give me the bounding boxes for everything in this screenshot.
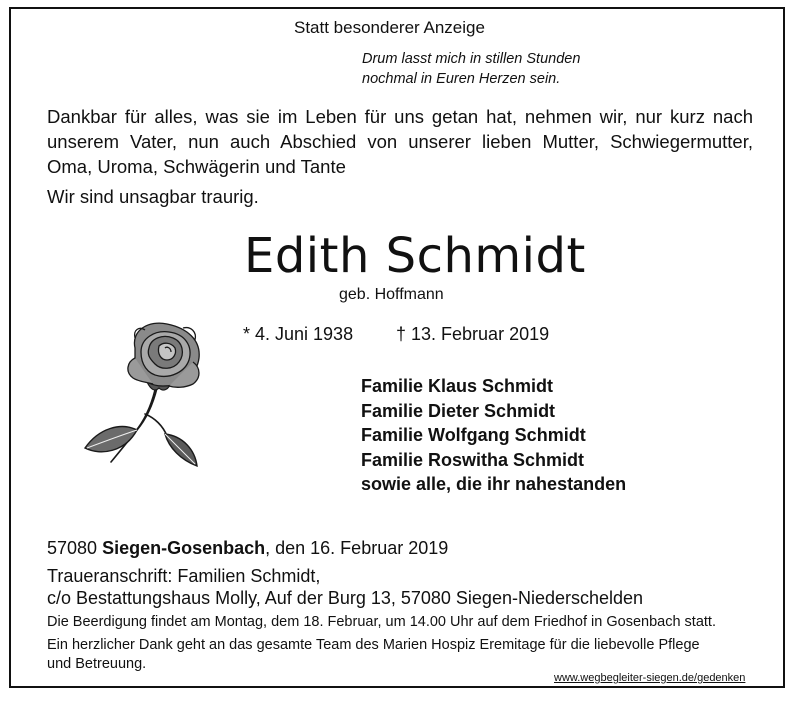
quote-line-2: nochmal in Euren Herzen sein. <box>362 71 561 87</box>
death-date: † 13. Februar 2019 <box>396 324 550 344</box>
notice-header: Statt besonderer Anzeige <box>294 18 485 37</box>
sad-statement: Wir sind unsagbar traurig. <box>47 186 259 207</box>
quote-line-1: Drum lasst mich in stillen Stunden <box>362 51 581 67</box>
thanks-line-2: und Betreuung. <box>47 656 147 672</box>
intro-line-2: unserem Vater, nun auch Abschied von unserer lieben Mutter, Schwiegermutter, <box>47 131 753 152</box>
intro-text <box>47 104 753 179</box>
intro-line-1: Dankbar für alles, was sie im Leben für uns getan hat, nehmen wir, nur kurz nach <box>47 106 753 127</box>
postcode: 57080 <box>47 538 98 558</box>
family-dieter: Familie Dieter Schmidt <box>361 400 556 421</box>
deceased-name: Edith Schmidt <box>244 228 586 284</box>
address-line-1: Traueranschrift: Familien Schmidt, <box>47 566 321 586</box>
family-klaus: Familie Klaus Schmidt <box>361 376 554 396</box>
family-list <box>361 374 626 497</box>
intro-line-3: Oma, Uroma, Schwägerin und Tante <box>47 156 346 177</box>
thanks-line-1: Ein herzlicher Dank geht an das gesamte Team des Marien Hospiz Eremitage für die liebevolle Pflege <box>47 637 700 653</box>
address-line-2: c/o Bestattungshaus Molly, Auf der Burg 13, 57080 Siegen-Niederschelden <box>47 588 644 608</box>
place-date-line <box>47 538 448 559</box>
family-roswitha: Familie Roswitha Schmidt <box>361 449 585 470</box>
family-others: sowie alle, die ihr nahestanden <box>361 474 627 494</box>
rose-icon <box>75 318 225 468</box>
birth-name: geb. Hoffmann <box>339 286 444 303</box>
notice-date: , den 16. Februar 2019 <box>265 538 449 558</box>
memorial-link[interactable]: www.wegbegleiter-siegen.de/gedenken <box>554 672 746 684</box>
birth-date: * 4. Juni 1938 <box>243 324 354 344</box>
town: Siegen-Gosenbach <box>102 538 266 558</box>
family-wolfgang: Familie Wolfgang Schmidt <box>361 425 586 445</box>
funeral-note: Die Beerdigung findet am Montag, dem 18. Februar, um 14.00 Uhr auf dem Friedhof in Gosenbach statt. <box>47 614 716 630</box>
